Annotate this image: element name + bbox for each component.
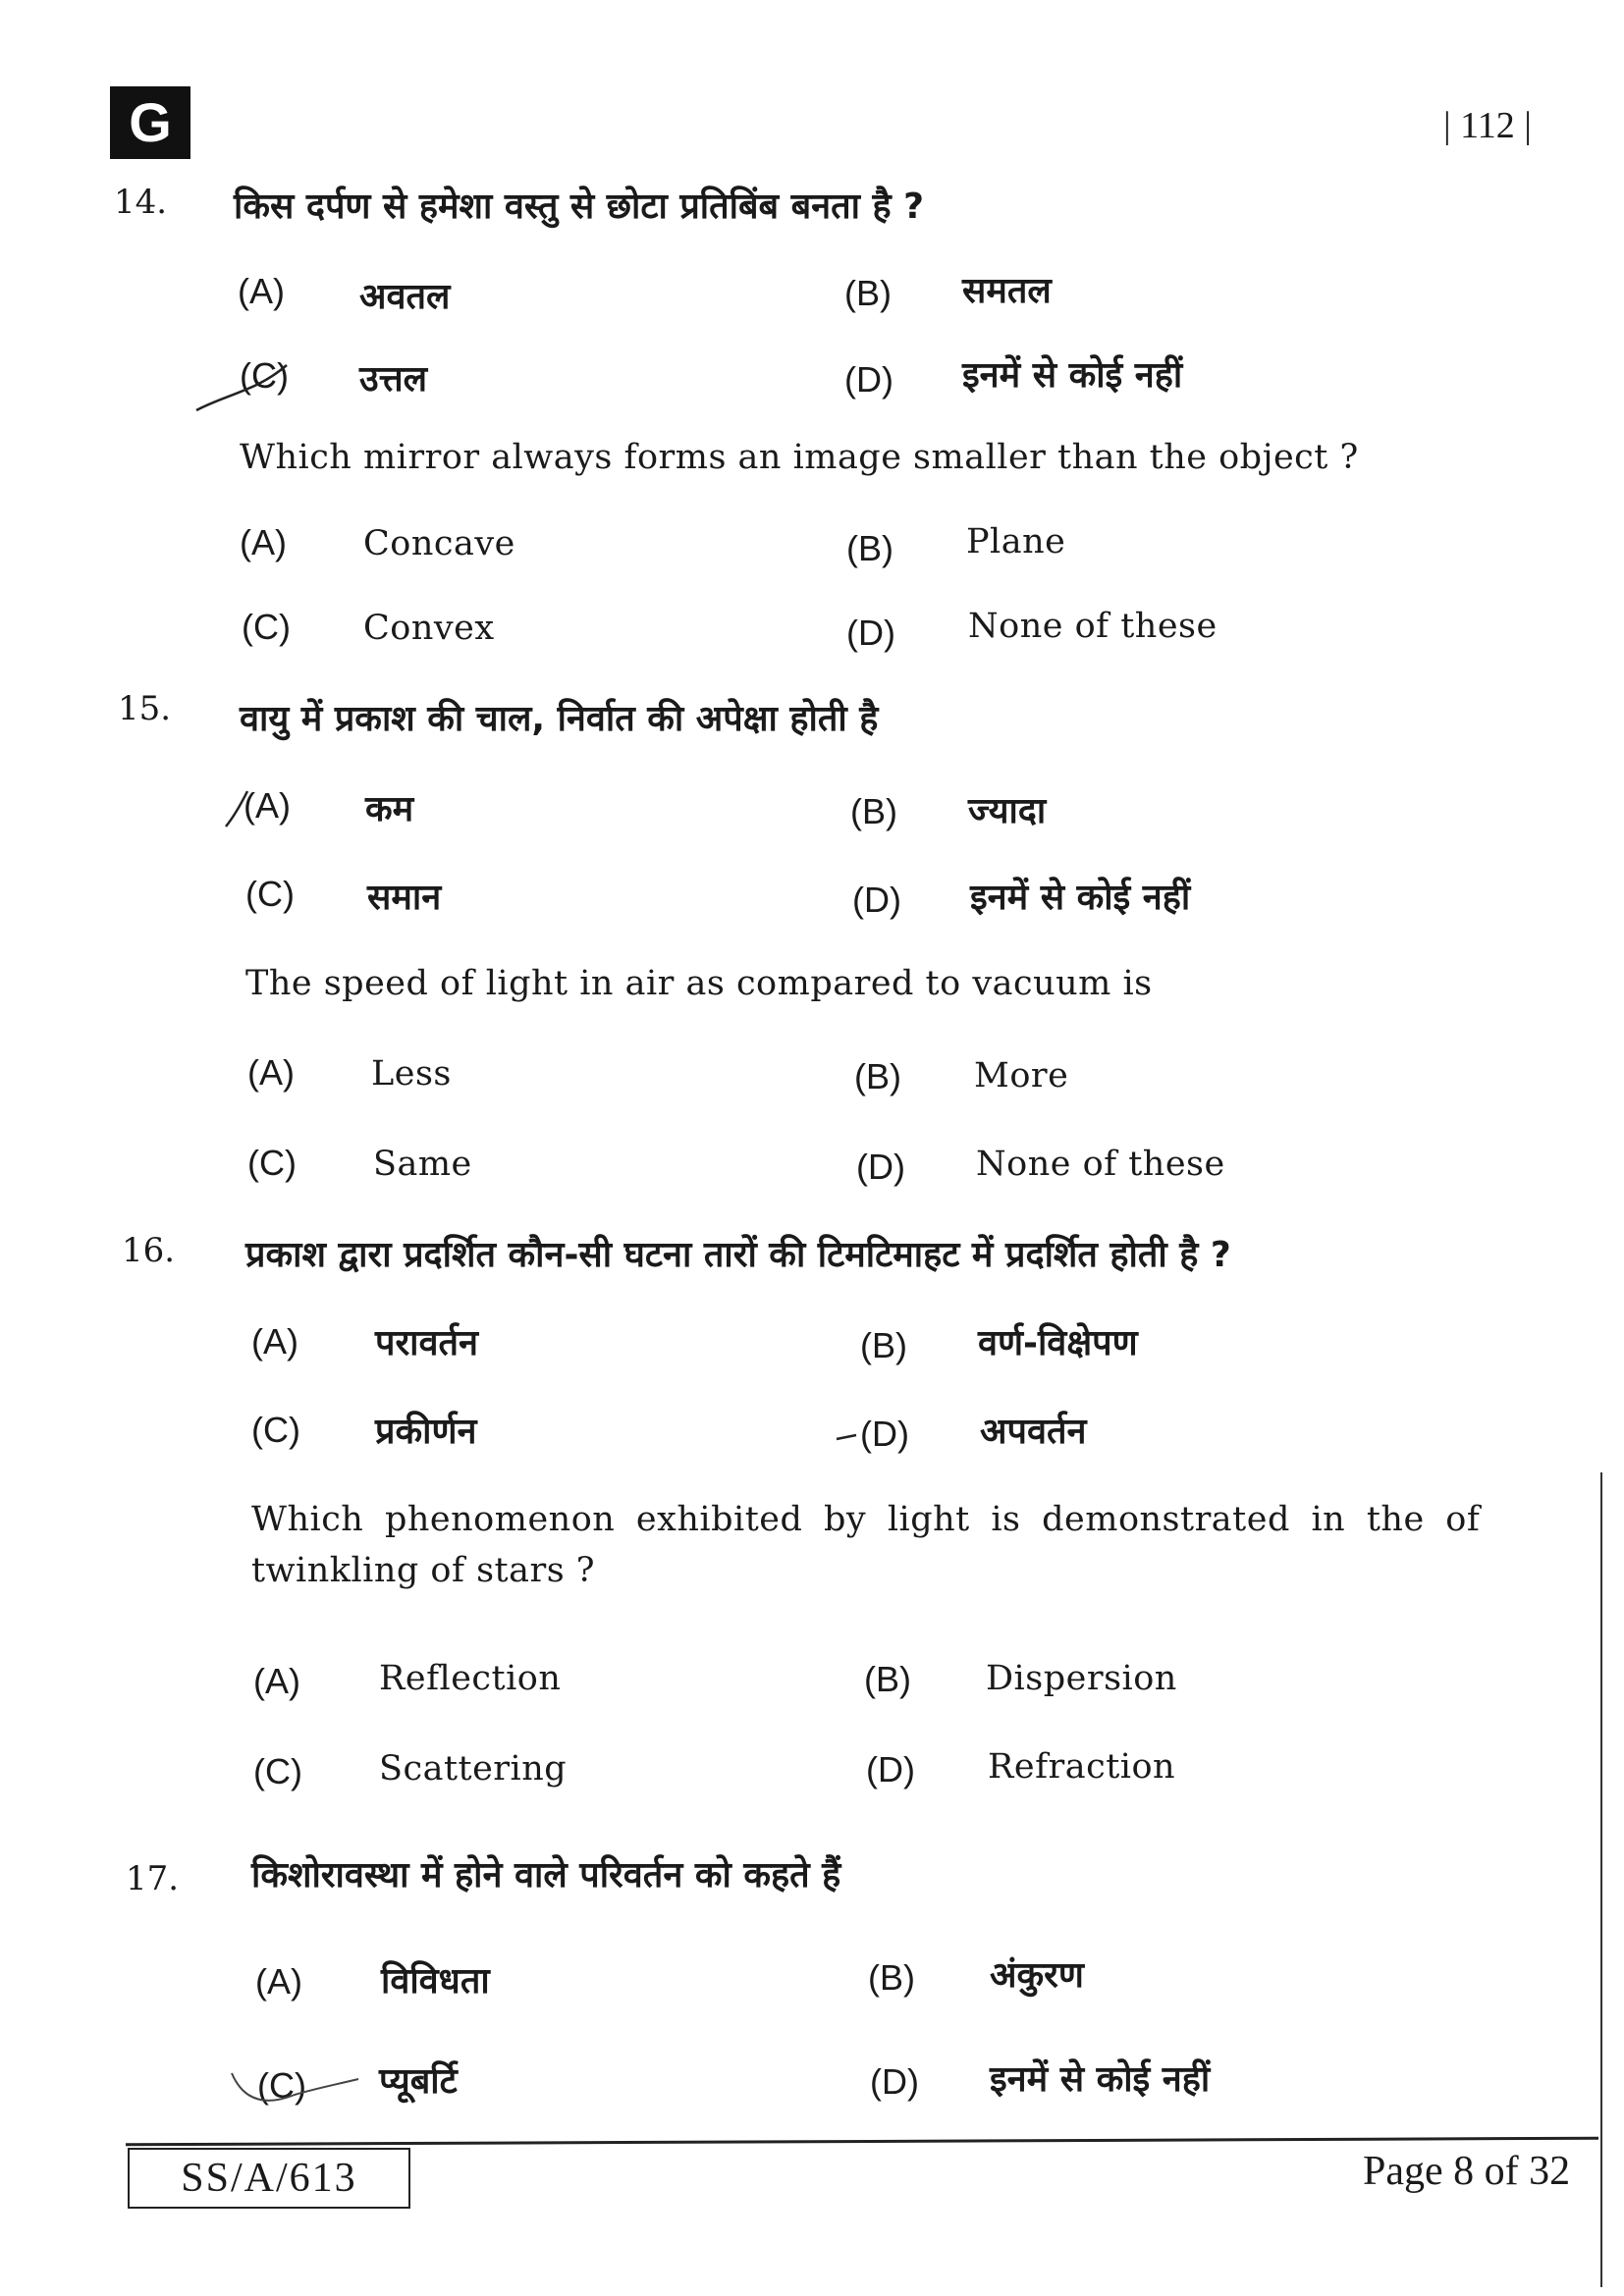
option-label: (A) <box>244 785 291 826</box>
option-label: (A) <box>255 1961 302 2002</box>
question-text-hindi: किशोरावस्था में होने वाले परिवर्तन को कहते हैं <box>251 1855 841 1896</box>
tick-mark-q15 <box>226 791 247 827</box>
option-label: (C) <box>240 355 289 396</box>
option-label: (C) <box>247 1143 297 1183</box>
option-label: (B) <box>854 1056 901 1096</box>
option-label: (A) <box>238 271 285 311</box>
tick-mark-q16 <box>837 1435 856 1439</box>
question-number: 17. <box>126 1859 180 1898</box>
option-text: Less <box>371 1054 452 1094</box>
option-label: (C) <box>257 2065 306 2106</box>
option-text: प्यूबर्टि <box>379 2061 458 2102</box>
question-text-hindi: किस दर्पण से हमेशा वस्तु से छोटा प्रतिबिंब बनता है ? <box>234 187 925 227</box>
option-label: (B) <box>864 1659 911 1699</box>
option-label: (C) <box>245 874 295 914</box>
option-text: Plane <box>966 522 1066 561</box>
option-text: कम <box>365 789 414 829</box>
option-text: समतल <box>962 271 1052 311</box>
option-label: (C) <box>251 1410 300 1450</box>
tick-mark-q17 <box>232 2073 358 2101</box>
option-text: Reflection <box>379 1659 562 1698</box>
option-text: Convex <box>363 609 495 648</box>
option-label: (C) <box>242 607 291 647</box>
option-text: More <box>974 1056 1069 1095</box>
option-label: (C) <box>253 1751 302 1791</box>
option-text: विविधता <box>381 1961 490 2002</box>
option-label: (D) <box>860 1414 909 1454</box>
option-label: (A) <box>247 1052 295 1093</box>
option-text: Dispersion <box>986 1659 1177 1698</box>
question-text-english: Which mirror always forms an image smaller than the object ? <box>240 438 1359 477</box>
option-label: (B) <box>860 1325 907 1365</box>
option-text: प्रकीर्णन <box>375 1412 477 1452</box>
page-number: Page 8 of 32 <box>1363 2149 1571 2194</box>
option-text: परावर्तन <box>375 1323 479 1363</box>
set-code-badge: G <box>110 86 190 159</box>
option-text: None of these <box>968 607 1218 646</box>
option-label: (B) <box>868 1957 915 1998</box>
option-text: None of these <box>976 1145 1225 1184</box>
option-label: (A) <box>251 1321 298 1362</box>
question-number: 15. <box>118 689 172 728</box>
option-label: (D) <box>866 1749 915 1789</box>
option-label: (D) <box>856 1147 905 1187</box>
page-marker: | 112 | <box>1443 105 1532 146</box>
option-text: इनमें से कोई नहीं <box>970 878 1191 918</box>
option-label: (D) <box>844 359 893 400</box>
option-text: Scattering <box>379 1749 568 1789</box>
question-number: 16. <box>122 1231 176 1270</box>
question-number: 14. <box>114 183 168 222</box>
option-text: Same <box>373 1145 472 1184</box>
option-text: अपवर्तन <box>980 1412 1087 1452</box>
option-text: उत्तल <box>359 359 428 400</box>
option-text: अंकुरण <box>990 1955 1084 1996</box>
option-label: (B) <box>846 528 893 568</box>
option-text: ज्यादा <box>968 791 1047 831</box>
option-label: (A) <box>253 1661 300 1701</box>
option-label: (B) <box>844 273 892 313</box>
option-label: (D) <box>870 2061 919 2102</box>
option-label: (D) <box>846 613 895 653</box>
paper-code: SS/A/613 <box>128 2148 410 2209</box>
question-text-english-line2: twinkling of stars ? <box>251 1551 596 1590</box>
option-label: (B) <box>850 791 897 831</box>
question-text-hindi: वायु में प्रकाश की चाल, निर्वात की अपेक्षा होती है <box>240 699 879 739</box>
option-text: Refraction <box>988 1747 1176 1787</box>
option-text: अवतल <box>359 277 451 317</box>
question-text-english: The speed of light in air as compared to vacuum is <box>245 964 1153 1003</box>
option-text: इनमें से कोई नहीं <box>962 355 1183 396</box>
option-text: वर्ण-विक्षेपण <box>978 1323 1138 1363</box>
question-text-english: Which phenomenon exhibited by light is demonstrated in the of <box>251 1500 1481 1539</box>
option-text: इनमें से कोई नहीं <box>990 2059 1211 2100</box>
option-text: समान <box>367 878 442 918</box>
option-label: (D) <box>852 880 901 920</box>
page-edge <box>1600 1472 1602 2287</box>
option-label: (A) <box>240 522 287 562</box>
tick-mark-q14 <box>196 365 287 410</box>
option-text: Concave <box>363 524 515 563</box>
question-text-hindi: प्रकाश द्वारा प्रदर्शित कौन-सी घटना तारों की टिमटिमाहट में प्रदर्शित होती है ? <box>245 1235 1231 1275</box>
